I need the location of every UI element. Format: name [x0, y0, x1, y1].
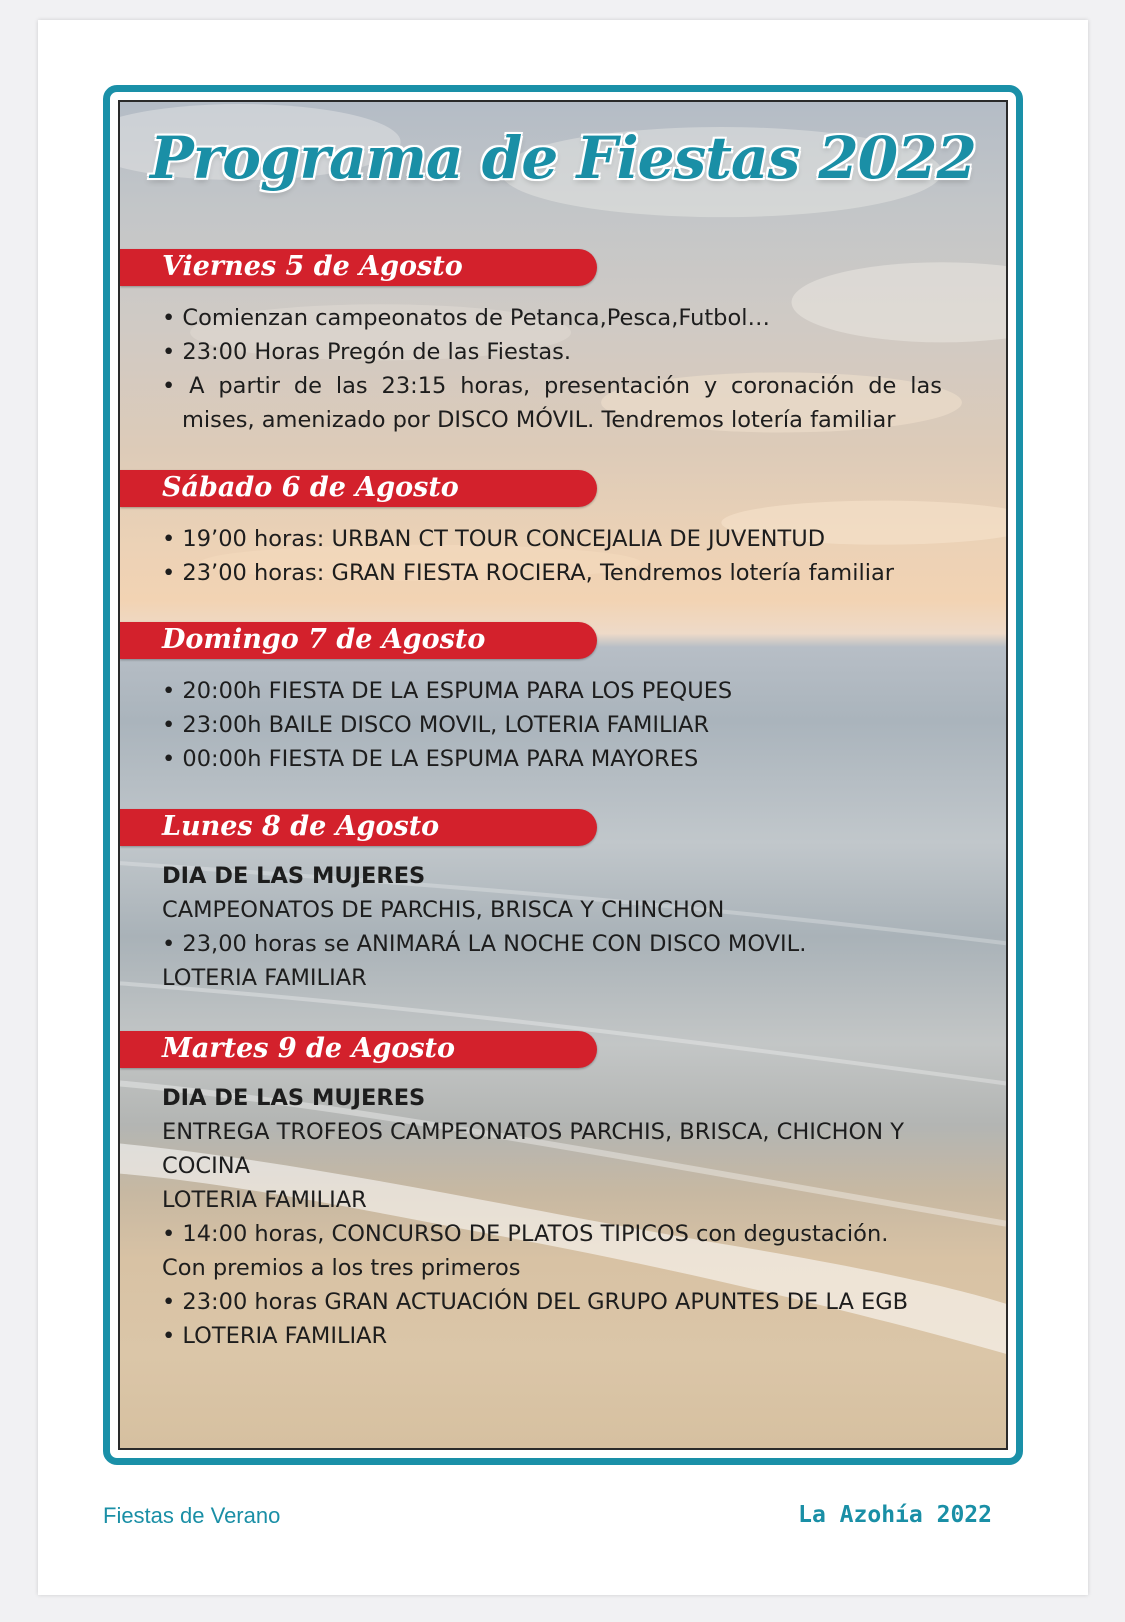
day-banner-viernes: [120, 249, 597, 286]
day-banner-sabado: [120, 470, 597, 507]
event-line: • LOTERIA FAMILIAR: [162, 1323, 388, 1349]
event-line: • 14:00 horas, CONCURSO DE PLATOS TIPICOS con degustación.: [162, 1221, 889, 1247]
document-page: [38, 20, 1088, 1595]
event-line: ENTREGA TROFEOS CAMPEONATOS PARCHIS, BRISCA, CHICHON Y COCINA: [162, 1119, 904, 1179]
day-block-martes: [162, 1081, 942, 1353]
day-block-viernes: [162, 301, 942, 437]
event-line: • A partir de las 23:15 horas, presentación y coronación de las mises, amenizado por DISCO MÓVIL. Tendremos lotería familiar: [162, 373, 942, 433]
page-title: Programa de Fiestas 2022: [150, 124, 976, 192]
event-line: • 23:00h BAILE DISCO MOVIL, LOTERIA FAMILIAR: [162, 712, 710, 738]
poster-frame: [103, 85, 1023, 1465]
footer-left-text: Fiestas de Verano: [103, 1503, 281, 1528]
day-label: Domingo 7 de Agosto: [162, 624, 486, 655]
footer-right-text: La Azohía 2022: [798, 1502, 992, 1528]
event-line: • Comienzan campeonatos de Petanca,Pesca,Futbol…: [162, 305, 770, 331]
event-line: Con premios a los tres primeros: [162, 1255, 521, 1281]
event-line: • 23’00 horas: GRAN FIESTA ROCIERA, Tendremos lotería familiar: [162, 560, 894, 586]
event-line: LOTERIA FAMILIAR: [162, 965, 367, 991]
day-banner-domingo: [120, 622, 597, 659]
event-line: • 23,00 horas se ANIMARÁ LA NOCHE CON DISCO MOVIL.: [162, 931, 807, 957]
day-label: Martes 9 de Agosto: [162, 1033, 456, 1064]
day-heading: DIA DE LAS MUJERES: [162, 1085, 426, 1111]
event-line: • 20:00h FIESTA DE LA ESPUMA PARA LOS PEQUES: [162, 678, 733, 704]
event-line: LOTERIA FAMILIAR: [162, 1187, 367, 1213]
event-line: CAMPEONATOS DE PARCHIS, BRISCA Y CHINCHON: [162, 897, 725, 923]
day-block-lunes: [162, 859, 942, 995]
poster: [118, 100, 1008, 1450]
day-label: Sábado 6 de Agosto: [162, 472, 459, 503]
day-block-sabado: [162, 522, 942, 590]
day-heading: DIA DE LAS MUJERES: [162, 863, 426, 889]
event-line: • 00:00h FIESTA DE LA ESPUMA PARA MAYORES: [162, 746, 699, 772]
event-line: • 19’00 horas: URBAN CT TOUR CONCEJALIA DE JUVENTUD: [162, 526, 826, 552]
day-banner-lunes: [120, 809, 597, 846]
day-label: Lunes 8 de Agosto: [162, 811, 440, 842]
event-line: • 23:00 horas GRAN ACTUACIÓN DEL GRUPO APUNTES DE LA EGB: [162, 1289, 909, 1315]
event-line: • 23:00 Horas Pregón de las Fiestas.: [162, 339, 572, 365]
day-label: Viernes 5 de Agosto: [162, 251, 463, 282]
day-block-domingo: [162, 674, 942, 776]
day-banner-martes: [120, 1031, 597, 1068]
